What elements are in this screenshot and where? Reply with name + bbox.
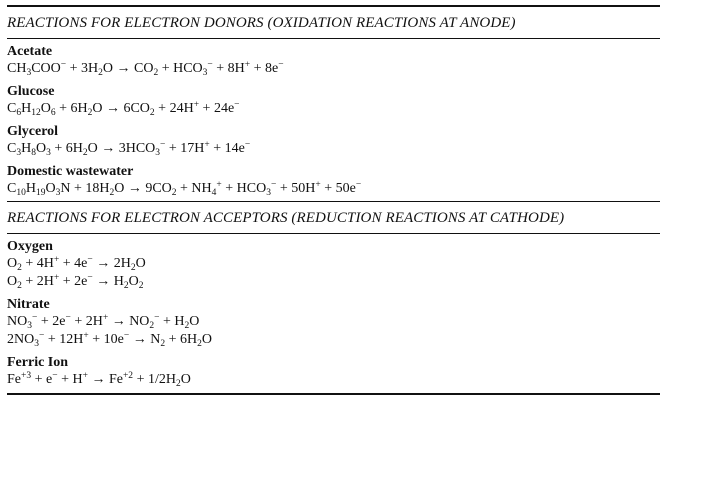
reaction-title: Glycerol: [7, 124, 59, 139]
reaction-equation: $NO_3^- + 2e^- + 2H^+ \to NO_2^- + H_2O$: [7, 313, 200, 331]
reaction-equation: $O_2 + 4H^+ + 4e^- \to 2H_2O$: [7, 255, 146, 273]
reaction-title: Acetate: [7, 44, 53, 59]
reaction-equation: $2NO_3^- + 12H^+ + 10e^- \to N_2 + 6H_2O$: [7, 331, 212, 349]
reaction-equation: $C_6H_{12}O_6 + 6H_2O \to 6CO_2 + 24H^+ + 24e^-$: [7, 100, 240, 118]
bottom-rule: [7, 393, 660, 395]
donors-section-heading: REACTIONS FOR ELECTRON DONORS (OXIDATION REACTIONS AT ANODE): [7, 15, 516, 31]
reaction-entry: [7, 291, 660, 349]
reaction-equation: $O_2 + 2H^+ + 2e^- \to H_2O_2$: [7, 273, 144, 291]
reaction-entry: [7, 234, 660, 291]
acceptors-section-heading: REACTIONS FOR ELECTRON ACCEPTORS (REDUCTION REACTIONS AT CATHODE): [7, 210, 565, 226]
reaction-equation: $CH_3COO^- + 3H_2O \to CO_2 + HCO_3^- + 8H^+ + 8e^-$: [7, 60, 284, 78]
reactions-table: [7, 5, 660, 395]
reaction-entry: [7, 39, 660, 78]
acceptors-group: [7, 234, 660, 393]
reaction-entry: [7, 118, 660, 158]
reaction-title: Oxygen: [7, 239, 53, 254]
reaction-entry: [7, 349, 660, 389]
donors-group: [7, 39, 660, 201]
reaction-equation: $C_3H_8O_3 + 6H_2O \to 3HCO_3^- + 17H^+ + 14e^-$: [7, 140, 251, 158]
reaction-equation: $Fe^{+3} + e^- + H^+ \to Fe^{+2} + 1/2H_2O$: [7, 371, 191, 389]
reaction-entry: [7, 78, 660, 118]
reaction-title: Nitrate: [7, 297, 50, 312]
reaction-title: Glucose: [7, 84, 55, 99]
reaction-entry: [7, 158, 660, 198]
reaction-equation: $C_{10}H_{19}O_3N + 18H_2O \to 9CO_2 + NH_4^+ + HCO_3^- + 50H^+ + 50e^-$: [7, 180, 362, 198]
reaction-title: Domestic wastewater: [7, 164, 134, 179]
reaction-title: Ferric Ion: [7, 355, 69, 370]
